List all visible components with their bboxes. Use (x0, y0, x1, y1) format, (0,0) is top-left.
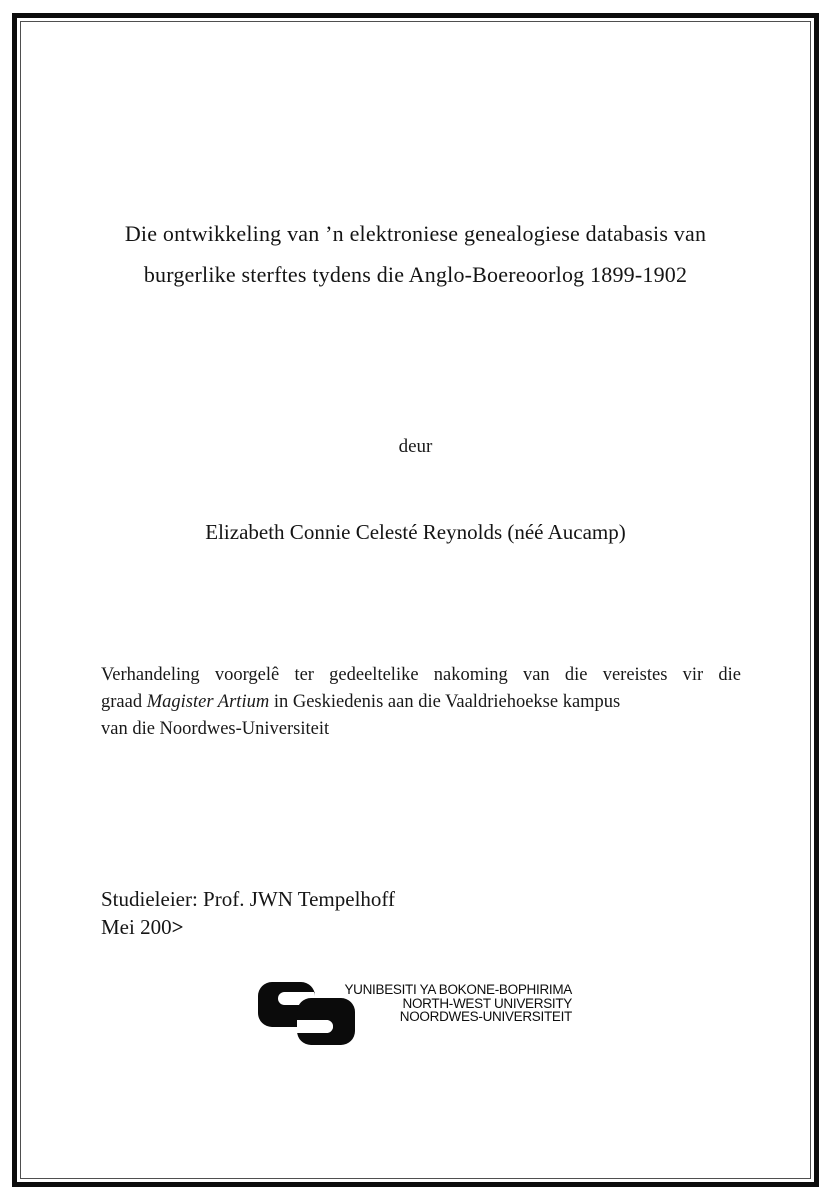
degree-statement-line2 (101, 689, 741, 716)
thesis-title-line1: Die ontwikkeling van ’n elektroniese genealogiese databasis van (124, 221, 707, 246)
wordmark-setswana: YUNIBESITI YA BOKONE-BOPHIRIMA (344, 982, 572, 997)
degree-statement-line1: Verhandeling voorgelê ter gedeeltelike nakoming van die vereistes vir die (101, 665, 741, 685)
wordmark-afrikaans: NOORDWES-UNIVERSITEIT (399, 1009, 572, 1025)
thesis-title-line2: burgerlike sterftes tydens die Anglo-Boereoorlog 1899-1902 (143, 262, 688, 287)
degree-statement-line2-post: in Geskiedenis aan die Vaaldriehoekse kampus (269, 692, 621, 712)
degree-name-italic: Magister Artium (146, 692, 270, 712)
date-line (101, 914, 395, 942)
nwu-interlocked-links-icon (258, 982, 356, 1046)
date-text: Mei 200 (101, 914, 172, 939)
degree-statement-line3: van die Noordwes-Universiteit (101, 719, 330, 739)
supervisor-line: Studieleier: Prof. JWN Tempelhoff (101, 887, 396, 911)
supervisor-and-date (101, 886, 395, 941)
university-wordmark (344, 983, 572, 1024)
wordmark-english: NORTH-WEST UNIVERSITY (402, 995, 572, 1011)
university-logo (258, 976, 572, 1052)
author-name: Elizabeth Connie Celesté Reynolds (néé Aucamp) (205, 520, 626, 544)
degree-statement-line2-pre: graad (101, 692, 147, 712)
byline-label: deur (398, 436, 433, 457)
thesis-title (60, 213, 771, 295)
degree-statement (101, 662, 741, 743)
date-last-digit-glyph: > (171, 914, 183, 939)
